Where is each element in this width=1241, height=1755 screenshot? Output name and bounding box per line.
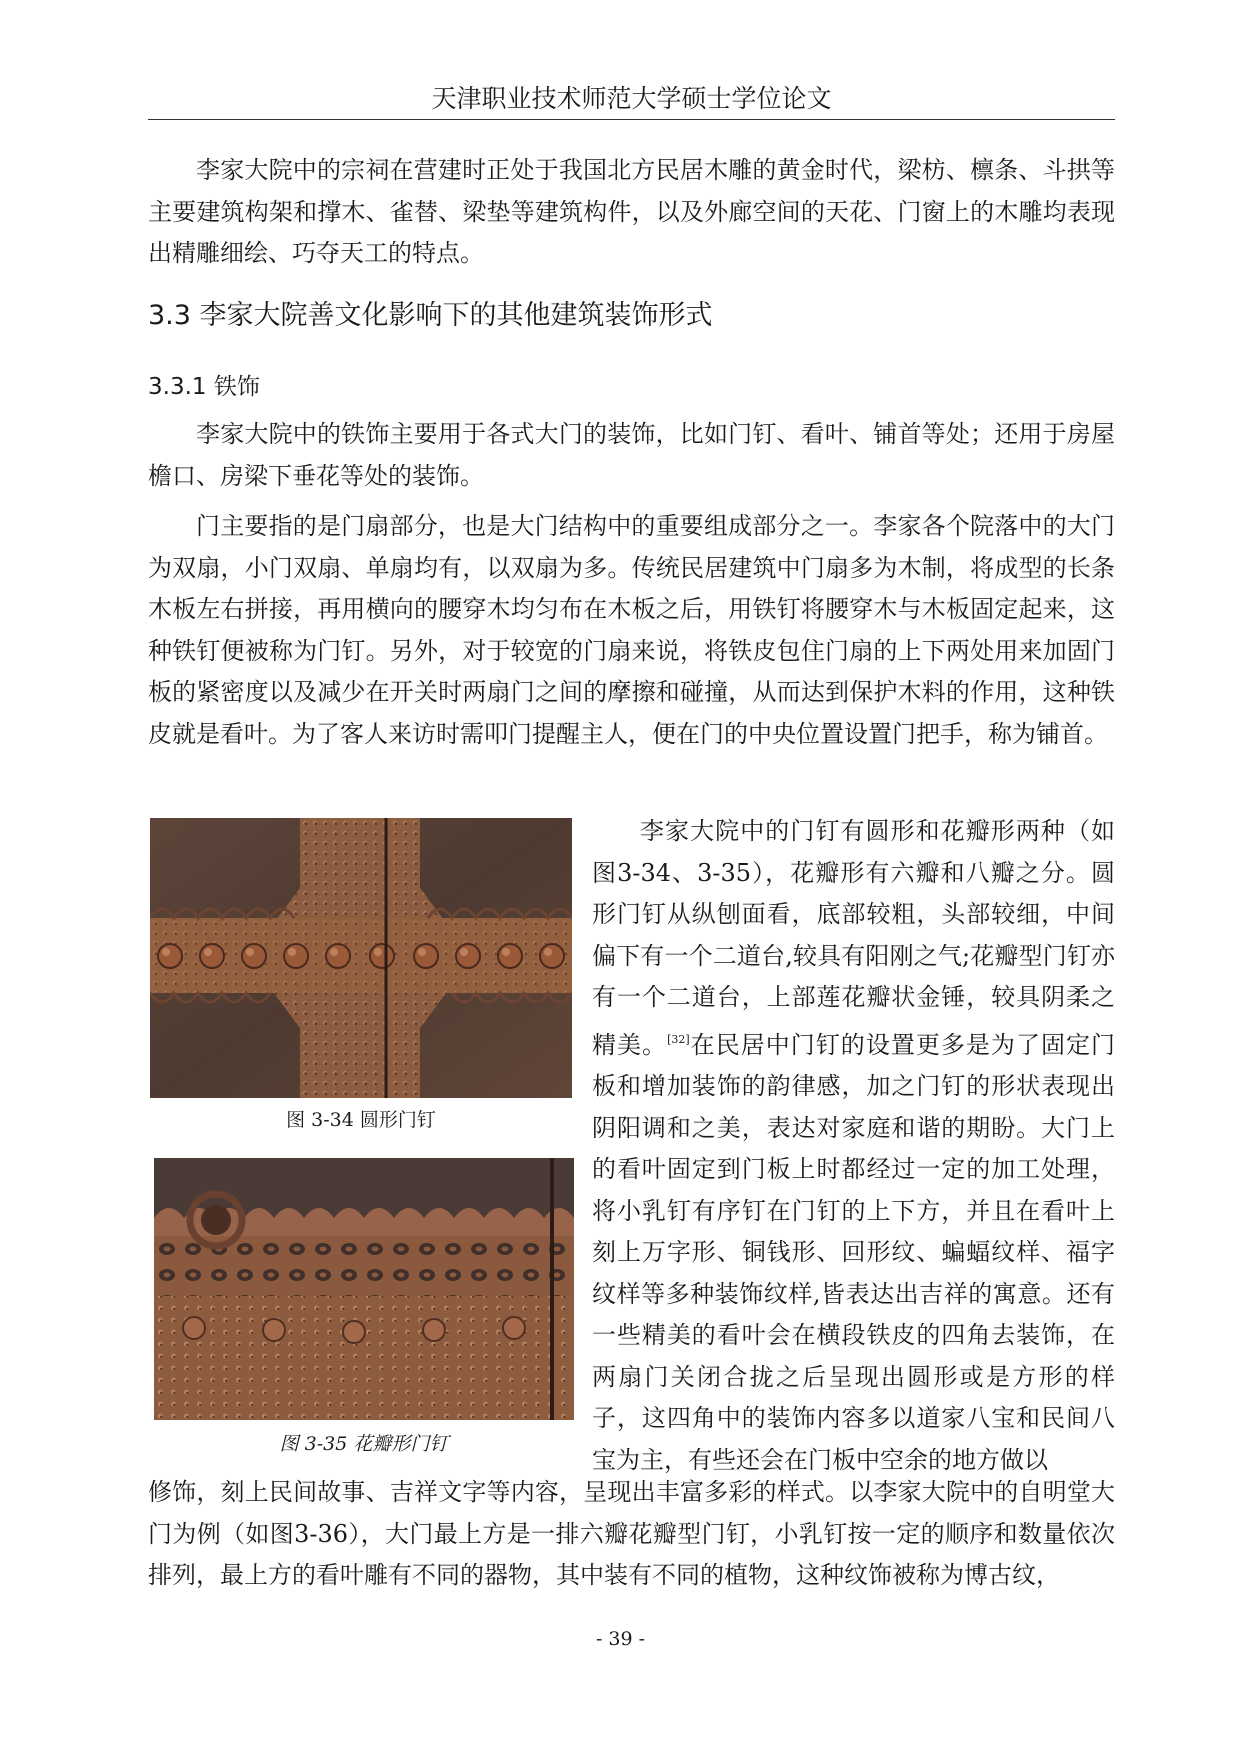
final-paragraph: 修饰，刻上民间故事、吉祥文字等内容，呈现出丰富多彩的样式。以李家大院中的自明堂大门为例（如图3-36），大门最上方是一排六瓣花瓣型门钉，小乳钉按一定的顺序和数量依次排列，最上方的看叶雕有不同的器物，其中装有不同的植物，这种纹饰被称为博古纹， xyxy=(148,1478,1115,1589)
figure-3-34-caption: 图 3-34 圆形门钉 xyxy=(286,1109,436,1131)
figure-3-34-image xyxy=(150,818,572,1098)
figure-3-35-caption: 图 3-35 花瓣形门钉 xyxy=(279,1433,449,1455)
side-paragraph-text-cont: 在民居中门钉的设置更多是为了固定门板和增加装饰的韵律感，加之门钉的形状表现出阴阳调和之美，表达对家庭和谐的期盼。大门上的看叶固定到门板上时都经过一定的加工处理，将小乳钉有序钉在门钉的上下方，并且在看叶上刻上万字形、铜钱形、回形纹、蝙蝠纹样、福字纹样等多种装饰纹样,皆表达出吉祥的寓意。还有一些精美的看叶会在横段铁皮的四角去装饰，在两扇门关闭合拢之后呈现出圆形或是方形的样子，这四角中的装饰内容多以道家八宝和民间八宝为主，有些还会在门板中空余的地方做以 xyxy=(592,1030,1116,1474)
figure-3-35-image xyxy=(154,1158,574,1420)
side-paragraph xyxy=(592,811,1115,1481)
citation-ref: [32] xyxy=(667,1032,690,1046)
body-paragraph-2: 门主要指的是门扇部分，也是大门结构中的重要组成部分之一。李家各个院落中的大门为双扇，小门双扇、单扇均有，以双扇为多。传统民居建筑中门扇多为木制，将成型的长条木板左右拼接，再用横向的腰穿木均匀布在木板之后，用铁钉将腰穿木与木板固定起来，这种铁钉便被称为门钉。另外，对于较宽的门扇来说，将铁皮包住门扇的上下两处用来加固门板的紧密度以及减少在开关时两扇门之间的摩擦和碰撞，从而达到保护木料的作用，这种铁皮就是看叶。为了客人来访时需叩门提醒主人，便在门的中央位置设置门把手，称为铺首。 xyxy=(148,512,1115,748)
body-paragraph-1: 李家大院中的铁饰主要用于各式大门的装饰，比如门钉、看叶、铺首等处；还用于房屋檐口、房梁下垂花等处的装饰。 xyxy=(148,420,1115,490)
side-paragraph-text: 李家大院中的门钉有圆形和花瓣形两种（如图3-34、3-35），花瓣形有六瓣和八瓣之分。圆形门钉从纵刨面看，底部较粗，头部较细，中间偏下有一个二道台,较具有阳刚之气;花瓣型门钉亦有一个二道台，上部莲花瓣状金锤，较具阴柔之精美。 xyxy=(592,817,1115,1059)
round-door-nails-photo xyxy=(150,818,572,1098)
section-heading: 3.3 李家大院善文化影响下的其他建筑装饰形式 xyxy=(148,300,713,331)
page-number: - 39 - xyxy=(595,1628,646,1650)
intro-paragraph: 李家大院中的宗祠在营建时正处于我国北方民居木雕的黄金时代，梁枋、檩条、斗拱等主要建筑构架和撑木、雀替、梁垫等建筑构件，以及外廊空间的天花、门窗上的木雕均表现出精雕细绘、巧夺天工的特点。 xyxy=(148,156,1115,267)
subsection-heading: 3.3.1 铁饰 xyxy=(148,374,260,400)
header-rule xyxy=(148,119,1115,120)
running-header: 天津职业技术师范大学硕士学位论文 xyxy=(431,84,832,113)
petal-door-nails-photo xyxy=(154,1158,574,1420)
